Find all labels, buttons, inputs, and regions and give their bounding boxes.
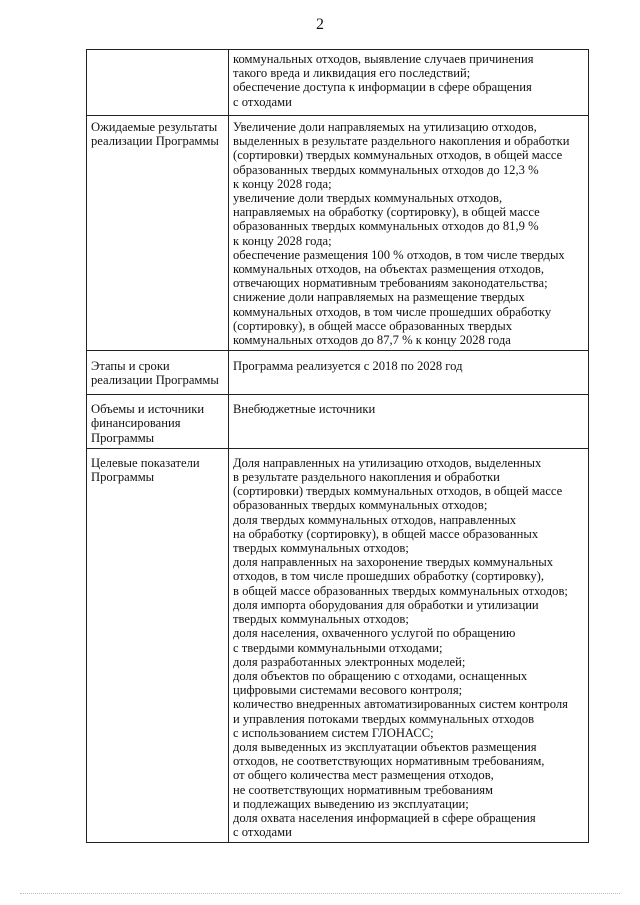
text-line: к концу 2028 года;	[233, 176, 332, 191]
text-line: снижение доли направляемых на размещение твердых	[233, 290, 525, 305]
text-line: доля твердых коммунальных отходов, направленных	[233, 512, 517, 527]
text-line: Программа реализуется с 2018 по 2028 год	[233, 359, 463, 374]
text-line: на обработку (сортировку), в общей массе образованных	[233, 526, 539, 541]
text-line: образованных твердых коммунальных отходов до 81,9 %	[233, 219, 539, 234]
text-line: коммунальных отходов, выявление случаев причинения	[233, 52, 534, 66]
text-line: реализации Программы	[91, 373, 219, 388]
row-label	[87, 448, 229, 842]
row-label	[87, 351, 229, 395]
text-line: коммунальных отходов до 87,7 % к концу 2028 года	[233, 333, 511, 348]
text-line: количество внедренных автоматизированных систем контроля	[233, 697, 568, 712]
text-line: отходов, не соответствующих нормативным требованиям,	[233, 754, 545, 769]
scan-artifact-line	[20, 893, 620, 895]
text-line: Доля направленных на утилизацию отходов, выделенных	[233, 455, 542, 470]
text-line: (сортировку), в общей массе образованных твердых	[233, 318, 513, 333]
text-line: цифровыми системами весового контроля;	[233, 683, 463, 698]
row-content	[229, 50, 589, 116]
text-line: от общего количества мест размещения отходов,	[233, 768, 494, 783]
text-line: доля направленных на захоронение твердых коммунальных	[233, 555, 554, 570]
text-line: с отходами	[233, 825, 292, 840]
row-content	[229, 116, 589, 351]
text-line: финансирования	[91, 416, 181, 431]
text-line: с отходами	[233, 94, 292, 109]
text-line: коммунальных отходов, в том числе прошедших обработку	[233, 304, 552, 319]
text-line: образованных твердых коммунальных отходов;	[233, 498, 488, 513]
row-label	[87, 50, 229, 116]
text-line: доля выведенных из эксплуатации объектов размещения	[233, 739, 537, 754]
text-line: такого вреда и ликвидация его последствий;	[233, 66, 471, 81]
text-line: доля импорта оборудования для обработки и утилизации	[233, 597, 539, 612]
row-content	[229, 395, 589, 449]
table-row-continuation	[87, 50, 589, 116]
text-line: и управления потоками твердых коммунальных отходов	[233, 711, 535, 726]
text-line: не соответствующих нормативным требованиям	[233, 782, 493, 797]
page-number: 2	[316, 16, 324, 33]
text-line: твердых коммунальных отходов;	[233, 541, 409, 556]
text-line: увеличение доли твердых коммунальных отходов,	[233, 191, 503, 206]
text-line: и подлежащих выведению из эксплуатации;	[233, 796, 469, 811]
text-line: отходов, в том числе прошедших обработку (сортировку),	[233, 569, 544, 584]
text-line: в общей массе образованных твердых коммунальных отходов;	[233, 583, 568, 598]
text-line: Внебюджетные источники	[233, 402, 376, 417]
text-line: Программы	[91, 470, 155, 485]
program-passport-table	[86, 49, 589, 843]
text-line: Объемы и источники	[91, 402, 205, 417]
row-content	[229, 448, 589, 842]
text-line: в результате раздельного накопления и обработки	[233, 470, 500, 485]
text-line: (сортировки) твердых коммунальных отходов, в общей массе	[233, 148, 563, 163]
row-label	[87, 395, 229, 449]
text-line: образованных твердых коммунальных отходов до 12,3 %	[233, 162, 539, 177]
row-content	[229, 351, 589, 395]
text-line: обеспечение доступа к информации в сфере обращения	[233, 80, 532, 95]
text-line: твердых коммунальных отходов;	[233, 612, 409, 627]
text-line: Ожидаемые результаты	[91, 120, 218, 134]
text-line: Программы	[91, 430, 155, 445]
text-line: доля населения, охваченного услугой по обращению	[233, 626, 516, 641]
text-line: доля охвата населения информацией в сфере обращения	[233, 810, 536, 825]
text-line: с твердыми коммунальными отходами;	[233, 640, 443, 655]
text-line: отвечающих нормативным требованиям законодательства;	[233, 276, 548, 291]
text-line: выделенных в результате раздельного накопления и обработки	[233, 134, 570, 149]
text-line: Целевые показатели	[91, 455, 200, 470]
text-line: к концу 2028 года;	[233, 233, 332, 248]
text-line: (сортировки) твердых коммунальных отходов, в общей массе	[233, 484, 563, 499]
table-row-funding	[87, 395, 589, 449]
text-line: с использованием систем ГЛОНАСС;	[233, 725, 434, 740]
text-line: обеспечение размещения 100 % отходов, в том числе твердых	[233, 247, 565, 262]
row-label	[87, 116, 229, 351]
text-line: реализации Программы	[91, 134, 219, 149]
text-line: Увеличение доли направляемых на утилизацию отходов,	[233, 120, 537, 134]
table-row-stages	[87, 351, 589, 395]
text-line: доля разработанных электронных моделей;	[233, 654, 466, 669]
text-line: коммунальных отходов, на объектах размещения отходов,	[233, 262, 544, 277]
table-row-expected-results	[87, 116, 589, 351]
text-line: направляемых на обработку (сортировку), в общей массе	[233, 205, 540, 220]
text-line: доля объектов по обращению с отходами, оснащенных	[233, 668, 528, 683]
table-row-target-indicators	[87, 448, 589, 842]
text-line: Этапы и сроки	[91, 359, 170, 374]
